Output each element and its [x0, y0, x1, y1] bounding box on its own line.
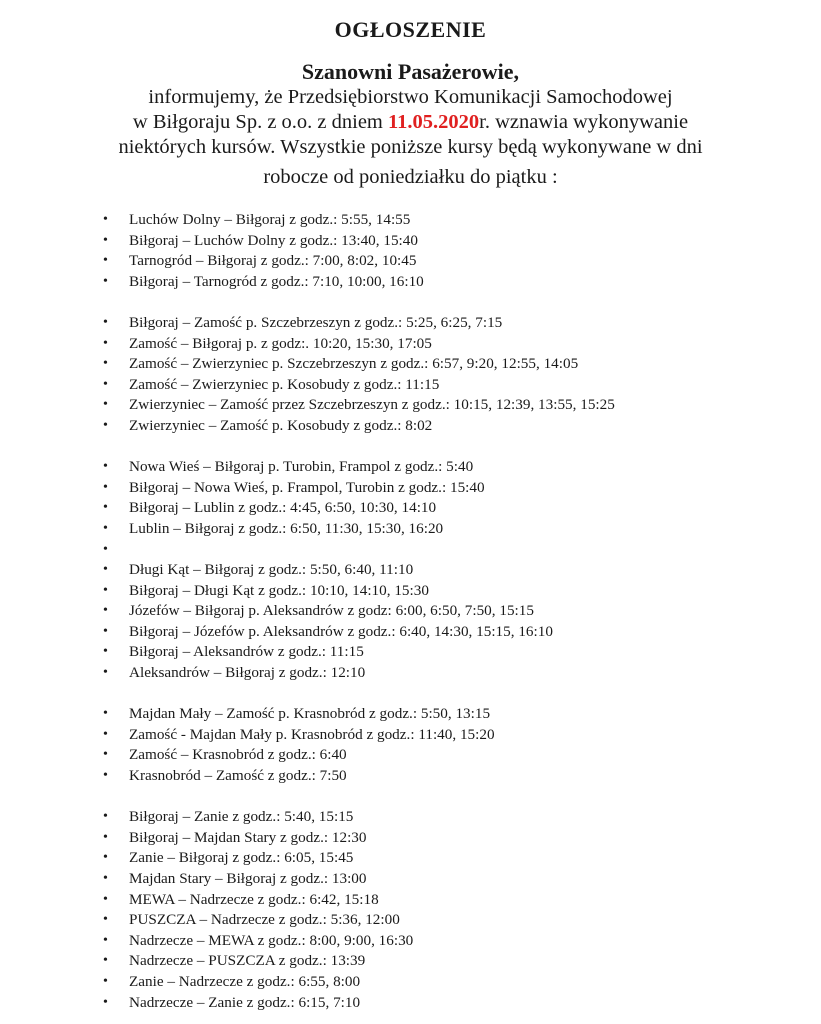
schedule-item	[0, 622, 821, 643]
schedule-item-text: Majdan Mały – Zamość p. Krasnobród z godz.: 5:50, 13:15	[129, 705, 491, 723]
bullet-icon: •	[103, 747, 108, 763]
bullet-icon: •	[103, 212, 108, 227]
schedule-item-text: Józefów – Biłgoraj p. Aleksandrów z godz: 6:00, 6:50, 7:50, 15:15	[129, 602, 534, 620]
bullet-icon: •	[103, 253, 108, 269]
intro-line-2-before: w Biłgoraju Sp. z o.o. z dniem	[132, 111, 389, 133]
schedule-item	[0, 313, 821, 334]
schedule-item-text: Tarnogród – Biłgoraj z godz.: 7:00, 8:02, 10:45	[129, 252, 417, 270]
schedule-item-text: Biłgoraj – Długi Kąt z godz.: 10:10, 14:10, 15:30	[129, 581, 429, 599]
schedule-item	[0, 910, 821, 931]
bullet-icon: •	[103, 953, 108, 969]
schedule-item-text: Biłgoraj – Lublin z godz.: 4:45, 6:50, 10:30, 14:10	[129, 499, 437, 517]
intro-line-3: niektórych kursów. Wszystkie poniższe kursy będą wykonywane w dni	[118, 136, 703, 158]
schedule-item	[0, 993, 821, 1014]
bullet-icon: •	[103, 314, 108, 330]
schedule-item-text: Zamość – Krasnobród z godz.: 6:40	[129, 746, 347, 764]
schedule-item	[0, 251, 821, 272]
intro-line-4: robocze od poniedziałku do piątku :	[263, 166, 558, 188]
bullet-icon: •	[103, 582, 108, 598]
bullet-icon: •	[103, 829, 108, 845]
bullet-icon: •	[103, 335, 108, 351]
schedule-item	[0, 540, 821, 561]
bullet-icon: •	[103, 932, 108, 948]
intro-line-1: informujemy, że Przedsiębiorstwo Komunikacji Samochodowej	[148, 86, 673, 108]
schedule-item-text: Majdan Stary – Biłgoraj z godz.: 13:00	[129, 870, 367, 887]
resume-date: 11.05.2020	[388, 111, 480, 133]
schedule-item-text: Zamość - Majdan Mały p. Krasnobród z godz.: 11:40, 15:20	[129, 725, 495, 743]
bullet-icon: •	[103, 417, 108, 433]
schedule-item	[0, 704, 821, 725]
schedule-group	[0, 807, 821, 1013]
schedule-item	[0, 828, 821, 849]
bullet-icon: •	[103, 603, 108, 619]
schedule-item-text: Nadrzecze – PUSZCZA z godz.: 13:39	[129, 952, 366, 970]
bullet-icon: •	[103, 623, 108, 639]
bullet-icon: •	[103, 479, 108, 495]
bullet-icon: •	[103, 520, 108, 536]
schedule-item	[0, 745, 821, 766]
schedule-item	[0, 581, 821, 602]
schedule-item-text: Biłgoraj – Zanie z godz.: 5:40, 15:15	[129, 808, 354, 826]
bullet-icon: •	[103, 809, 108, 825]
schedule-item	[0, 334, 821, 355]
schedule-item-text: Biłgoraj – Nowa Wieś, p. Frampol, Turobin z godz.: 15:40	[129, 478, 485, 496]
bullet-icon: •	[103, 541, 108, 557]
schedule-item-text: Biłgoraj – Aleksandrów z godz.: 11:15	[129, 643, 364, 661]
bullet-icon: •	[103, 376, 108, 392]
schedule-item	[0, 478, 821, 499]
intro-line-2-after: r. wznawia wykonywanie	[479, 111, 689, 133]
bullet-icon: •	[103, 644, 108, 660]
schedule-item-text: Zamość – Zwierzyniec p. Szczebrzeszyn z godz.: 6:57, 9:20, 12:55, 14:05	[129, 355, 579, 373]
schedule-item-text: Luchów Dolny – Biłgoraj z godz.: 5:55, 14:55	[129, 211, 411, 228]
schedule-group	[0, 210, 821, 292]
bullet-icon: •	[103, 973, 108, 989]
schedule-item	[0, 601, 821, 622]
schedule-item	[0, 498, 821, 519]
schedule-item	[0, 642, 821, 663]
schedule-item	[0, 766, 821, 787]
bullet-icon: •	[103, 768, 108, 784]
schedule-item-text: Nadrzecze – Zanie z godz.: 6:15, 7:10	[129, 993, 361, 1011]
schedule-item	[0, 663, 821, 684]
bullet-icon: •	[103, 726, 108, 742]
greeting-heading: Szanowni Pasażerowie,	[301, 59, 520, 84]
schedule-item	[0, 890, 821, 911]
bullet-icon: •	[103, 706, 108, 722]
schedule-item	[0, 951, 821, 972]
schedule-item-text: MEWA – Nadrzecze z godz.: 6:42, 15:18	[129, 890, 379, 908]
schedule-group	[0, 313, 821, 437]
schedule-item-text: PUSZCZA – Nadrzecze z godz.: 5:36, 12:00	[129, 911, 400, 929]
schedule-item-text: Biłgoraj – Tarnogród z godz.: 7:10, 10:00, 16:10	[129, 272, 424, 290]
schedule-lists	[0, 210, 821, 1013]
bullet-icon: •	[103, 562, 108, 578]
schedule-item	[0, 231, 821, 252]
schedule-item	[0, 457, 821, 478]
schedule-item-text: Zamość – Biłgoraj p. z godz:. 10:20, 15:30, 17:05	[129, 334, 432, 352]
bullet-icon: •	[103, 459, 108, 475]
schedule-item	[0, 354, 821, 375]
schedule-item	[0, 807, 821, 828]
schedule-item-text: Biłgoraj – Zamość p. Szczebrzeszyn z godz.: 5:25, 6:25, 7:15	[129, 313, 503, 331]
bullet-icon: •	[103, 273, 108, 289]
schedule-item	[0, 848, 821, 869]
schedule-item	[0, 869, 821, 890]
schedule-item-text: Zamość – Zwierzyniec p. Kosobudy z godz.: 11:15	[129, 375, 440, 393]
schedule-item-text: Nowa Wieś – Biłgoraj p. Turobin, Frampol z godz.: 5:40	[129, 458, 474, 476]
intro-paragraph	[0, 85, 821, 190]
schedule-item	[0, 931, 821, 952]
schedule-item-text: Aleksandrów – Biłgoraj z godz.: 12:10	[129, 664, 366, 682]
schedule-item-text: Zanie – Biłgoraj z godz.: 6:05, 15:45	[129, 849, 354, 867]
bullet-icon: •	[103, 912, 108, 928]
bullet-icon: •	[103, 891, 108, 907]
schedule-item	[0, 972, 821, 993]
bullet-icon: •	[103, 356, 108, 372]
schedule-item-text: Biłgoraj – Luchów Dolny z godz.: 13:40, 15:40	[129, 231, 418, 249]
schedule-item	[0, 519, 821, 540]
schedule-item-text: Zanie – Nadrzecze z godz.: 6:55, 8:00	[129, 972, 361, 990]
schedule-group	[0, 457, 821, 684]
schedule-item	[0, 210, 821, 231]
schedule-item-text: Nadrzecze – MEWA z godz.: 8:00, 9:00, 16:30	[129, 931, 414, 949]
schedule-item	[0, 395, 821, 416]
schedule-item	[0, 272, 821, 293]
schedule-item-text: Lublin – Biłgoraj z godz.: 6:50, 11:30, 15:30, 16:20	[129, 519, 444, 537]
schedule-item	[0, 416, 821, 437]
bullet-icon: •	[103, 232, 108, 248]
bullet-icon: •	[103, 665, 108, 681]
schedule-item-text: Zwierzyniec – Zamość p. Kosobudy z godz.: 8:02	[129, 416, 433, 434]
schedule-item-text: Długi Kąt – Biłgoraj z godz.: 5:50, 6:40, 11:10	[129, 561, 414, 579]
schedule-item-text: Krasnobród – Zamość z godz.: 7:50	[129, 767, 347, 785]
schedule-item	[0, 725, 821, 746]
bullet-icon: •	[103, 871, 108, 886]
bullet-icon: •	[103, 397, 108, 413]
bullet-icon: •	[103, 500, 108, 516]
schedule-item	[0, 375, 821, 396]
schedule-item-text: Biłgoraj – Majdan Stary z godz.: 12:30	[129, 828, 367, 846]
page-title: OGŁOSZENIE	[334, 17, 487, 42]
schedule-item-text: Zwierzyniec – Zamość przez Szczebrzeszyn z godz.: 10:15, 12:39, 13:55, 15:25	[129, 396, 615, 414]
schedule-group	[0, 704, 821, 786]
schedule-item	[0, 560, 821, 581]
intro-line-2	[0, 110, 821, 135]
bullet-icon: •	[103, 850, 108, 866]
schedule-item-text: Biłgoraj – Józefów p. Aleksandrów z godz.: 6:40, 14:30, 15:15, 16:10	[129, 622, 553, 640]
bullet-icon: •	[103, 994, 108, 1010]
